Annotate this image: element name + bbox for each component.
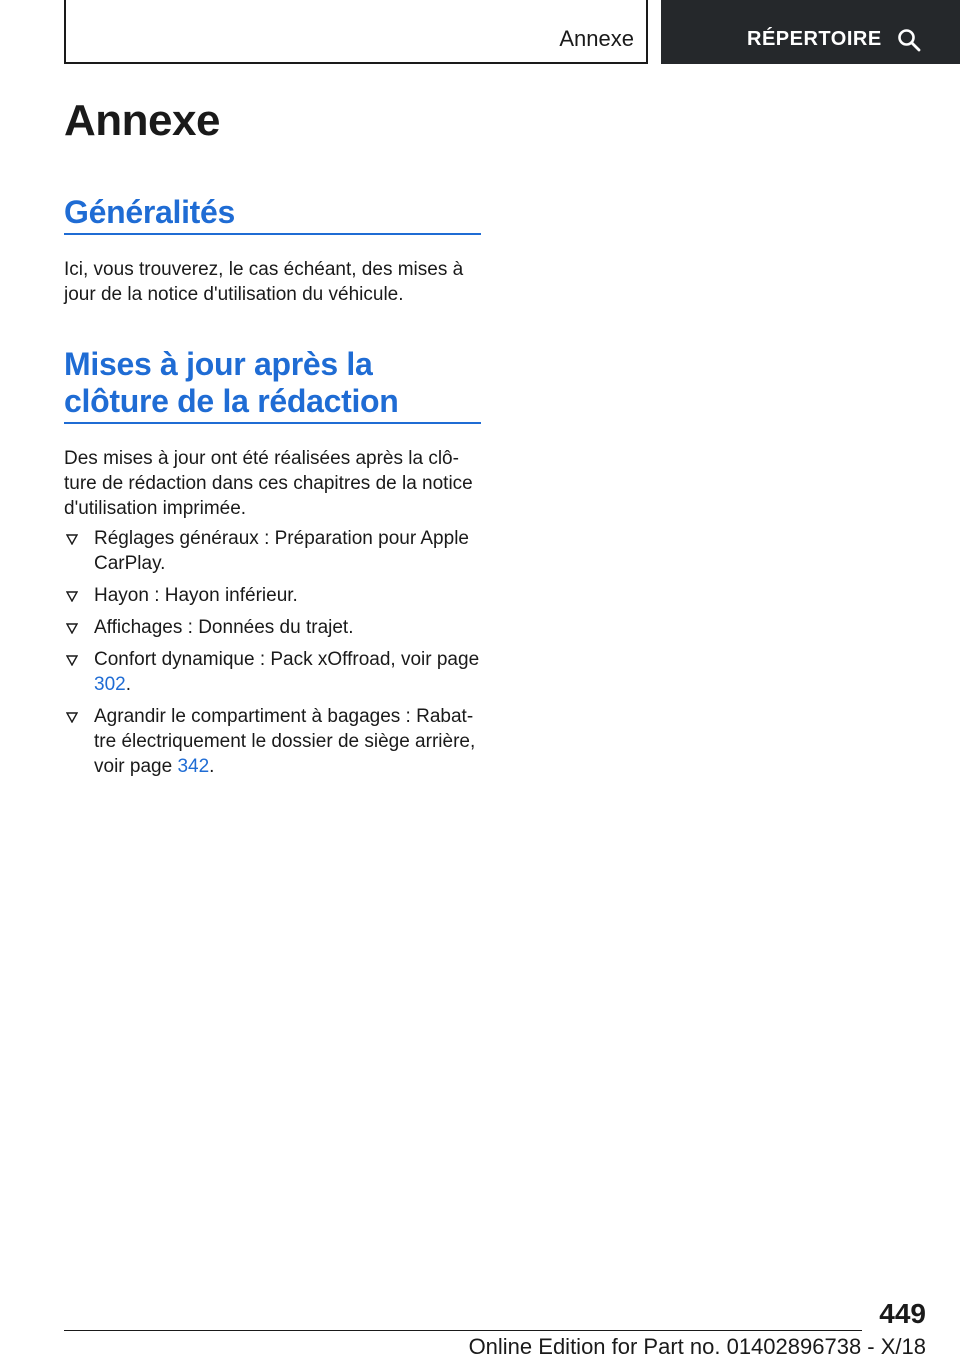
list-item <box>64 583 480 608</box>
section-title-line: Mises à jour après la <box>64 346 373 382</box>
section-divider <box>64 422 481 424</box>
list-item-text: Agrandir le compartiment à bagages : Rabat-tre électriquement le dossier de siège arrière, voir page <box>94 706 476 777</box>
page-title: Annexe <box>64 96 220 145</box>
section-paragraph: Ici, vous trouverez, le cas échéant, des mises à jour de la notice d'utilisation du véhicule. <box>64 259 464 305</box>
section-paragraph: Des mises à jour ont été réalisées après la clô-ture de rédaction dans ces chapitres de la notice d'utilisation imprimée. <box>64 448 473 519</box>
triangle-bullet-icon <box>66 534 78 545</box>
list-item <box>64 647 480 697</box>
list-item-text: Réglages généraux : Préparation pour Apple CarPlay. <box>94 528 469 574</box>
list-item-text: Confort dynamique : Pack xOffroad, voir page <box>94 649 480 670</box>
page-link-342[interactable]: 342 <box>177 756 210 777</box>
update-list <box>64 526 480 786</box>
directory-button[interactable] <box>661 0 960 64</box>
triangle-bullet-icon <box>66 623 78 634</box>
section-divider <box>64 233 481 235</box>
list-item <box>64 526 480 576</box>
section-title-line: clôture de la rédaction <box>64 383 399 419</box>
list-item-text: Affichages : Données du trajet. <box>94 617 354 638</box>
page-link-302[interactable]: 302 <box>94 674 126 695</box>
section-title-mises-a-jour <box>64 346 480 420</box>
list-item-suffix: . <box>125 674 131 695</box>
chapter-label: Annexe <box>559 26 634 51</box>
page-number: 449 <box>879 1298 926 1329</box>
footer-divider <box>64 1330 862 1331</box>
list-item-suffix: . <box>209 756 215 777</box>
directory-label: RÉPERTOIRE <box>747 28 882 50</box>
triangle-bullet-icon <box>66 712 78 723</box>
chapter-header <box>64 0 648 64</box>
list-item <box>64 615 480 640</box>
triangle-bullet-icon <box>66 655 78 666</box>
list-item <box>64 704 480 779</box>
section-title-generalites: Généralités <box>64 194 236 230</box>
triangle-bullet-icon <box>66 591 78 602</box>
list-item-text: Hayon : Hayon inférieur. <box>94 585 298 606</box>
search-icon <box>897 28 921 52</box>
footer-edition: Online Edition for Part no. 01402896738 - X/18 <box>468 1334 926 1359</box>
